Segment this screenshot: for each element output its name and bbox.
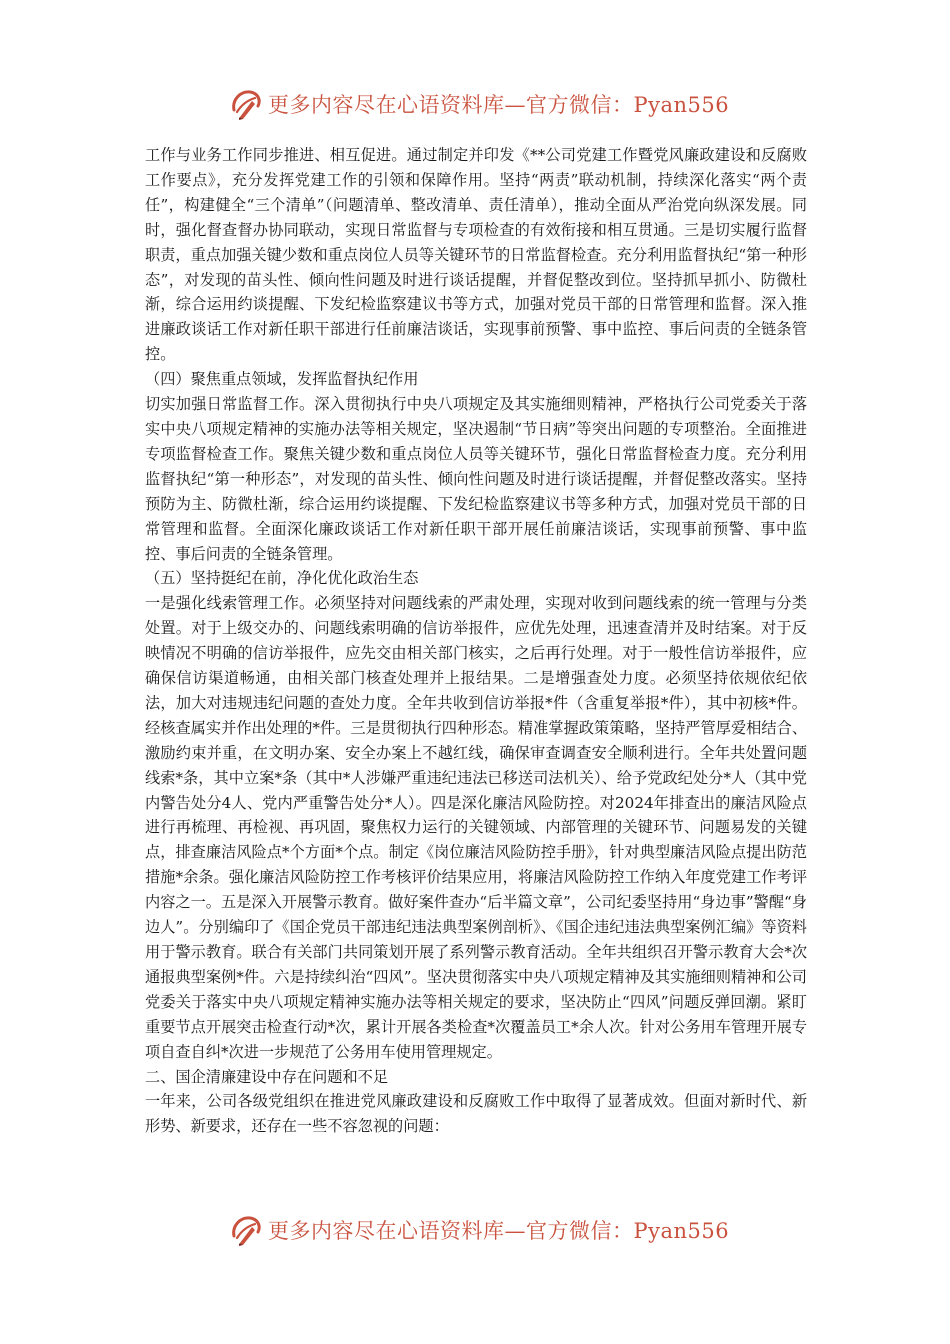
pen-swirl-logo-icon bbox=[228, 1212, 264, 1248]
header-banner[interactable] bbox=[228, 84, 728, 124]
header-banner-text: 更多内容尽在心语资料库—官方微信：Pyan556 bbox=[268, 93, 730, 117]
paragraph-3: 一是强化线索管理工作。必须坚持对问题线索的严肃处理，实现对收到问题线索的统一管理与分类处置。对于上级交办的、问题线索明确的信访举报件，应优先处理，迅速查清并及时结案。对于反映情况不明确的信访举报件，应先交由相关部门核实，之后再行处理。对于一般性信访举报件，应确保信访渠道畅通，由相关部门核查处理并上报结果。二是增强查处力度。必须坚持依规依纪依法，加大对违规违纪问题的查处力度。全年共收到信访举报*件（含重复举报*件），其中初核*件。经核查属实并作出处理的*件。三是贯彻执行四种形态。精准掌握政策策略，坚持严管厚爱相结合、激励约束并重，在文明办案、安全办案上不越红线，确保审查调查安全顺利进行。全年共处置问题线索*条，其中立案*条（其中*人涉嫌严重违纪违法已移送司法机关）、给予党政纪处分*人（其中党内警告处分4人、党内严重警告处分*人）。四是深化廉洁风险防控。对2024年排查出的廉洁风险点进行再梳理、再检视、再巩固，聚焦权力运行的关键领域、内部管理的关键环节、问题易发的关键点，排查廉洁风险点*个方面*个点。制定《岗位廉洁风险防控手册》，针对典型廉洁风险点提出防范措施*余条。强化廉洁风险防控工作考核评价结果应用，将廉洁风险防控工作纳入年度党建工作考评内容之一。五是深入开展警示教育。做好案件查办“后半篇文章”，公司纪委坚持用“身边事”警醒“身边人”。分别编印了《国企党员干部违纪违法典型案例剖析》、《国企违纪违法典型案例汇编》等资料用于警示教育。联合有关部门共同策划开展了系列警示教育活动。全年共组织召开警示教育大会*次通报典型案例*件。六是持续纠治“四风”。坚决贯彻落实中央八项规定精神及其实施细则精神和公司党委关于落实中央八项规定精神实施办法等相关规定的要求，坚决防止“四风”问题反弹回潮。紧盯重要节点开展突击检查行动*次，累计开展各类检查*次覆盖员工*余人次。针对公务用车管理开展专项自查自纠*次进一步规范了公务用车使用管理规定。 bbox=[145, 594, 807, 1061]
pen-swirl-logo-icon bbox=[228, 86, 264, 122]
section-heading-5: （五）坚持挺纪在前，净化优化政治生态 bbox=[145, 569, 419, 588]
document-body bbox=[145, 143, 807, 1139]
section-heading-two: 二、国企清廉建设中存在问题和不足 bbox=[145, 1067, 388, 1086]
footer-banner-text: 更多内容尽在心语资料库—官方微信：Pyan556 bbox=[268, 1219, 730, 1243]
paragraph-1: 工作与业务工作同步推进、相互促进。通过制定并印发《**公司党建工作暨党风廉政建设和反腐败工作要点》，充分发挥党建工作的引领和保障作用。坚持“两责”联动机制，持续深化落实“两个责任”，构建健全“三个清单”（问题清单、整改清单、责任清单），推动全面从严治党向纵深发展。同时，强化督查督办协同联动，实现日常监督与专项检查的有效衔接和相互贯通。三是切实履行监督职责，重点加强关键少数和重点岗位人员等关键环节的日常监督检查。充分利用监督执纪“第一种形态”，对发现的苗头性、倾向性问题及时进行谈话提醒，并督促整改到位。坚持抓早抓小、防微杜渐，综合运用约谈提醒、下发纪检监察建议书等方式，加强对党员干部的日常管理和监督。深入推进廉政谈话工作对新任职干部进行任前廉洁谈话，实现事前预警、事中监控、事后问责的全链条管控。 bbox=[145, 146, 807, 364]
section-heading-4: （四）聚焦重点领域，发挥监督执纪作用 bbox=[145, 370, 419, 389]
footer-banner[interactable] bbox=[228, 1210, 728, 1250]
paragraph-2: 切实加强日常监督工作。深入贯彻执行中央八项规定及其实施细则精神，严格执行公司党委关于落实中央八项规定精神的实施办法等相关规定，坚决遏制“节日病”等突出问题的专项整治。全面推进专项监督检查工作。聚焦关键少数和重点岗位人员等关键环节，强化日常监督检查力度。充分利用监督执纪“第一种形态”，对发现的苗头性、倾向性问题及时进行谈话提醒，并督促整改落实。坚持预防为主、防微杜渐，综合运用约谈提醒、下发纪检监察建议书等多种方式，加强对党员干部的日常管理和监督。全面深化廉政谈话工作对新任职干部开展任前廉洁谈话，实现事前预警、事中监控、事后问责的全链条管理。 bbox=[145, 395, 807, 563]
paragraph-4: 一年来，公司各级党组织在推进党风廉政建设和反腐败工作中取得了显著成效。但面对新时代、新形势、新要求，还存在一些不容忽视的问题： bbox=[145, 1092, 807, 1136]
